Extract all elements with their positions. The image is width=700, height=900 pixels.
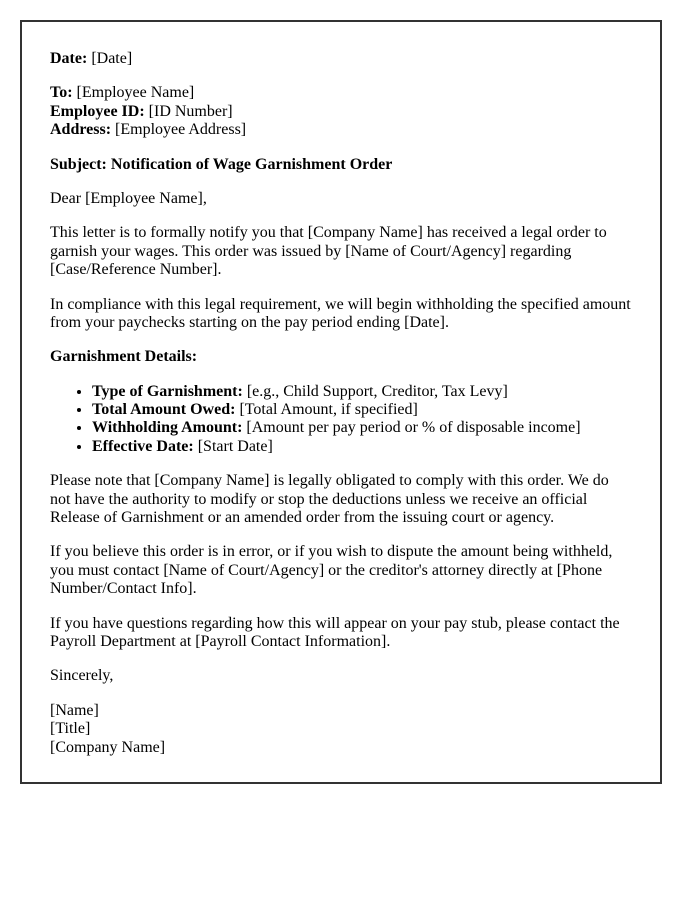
detail-value: [e.g., Child Support, Creditor, Tax Levy] (246, 382, 508, 400)
detail-label: Total Amount Owed: (92, 401, 236, 419)
signature-company: [Company Name] (50, 738, 166, 756)
signature-title: [Title] (50, 720, 91, 738)
paragraph-compliance: In compliance with this legal requirement, we will begin withholding the specified amount from your paychecks starting on the pay period ending [Date]. (50, 295, 631, 331)
signature-block (50, 702, 632, 757)
closing: Sincerely, (50, 667, 114, 685)
detail-item-total (92, 401, 632, 419)
detail-label: Withholding Amount: (92, 419, 243, 437)
detail-label: Effective Date: (92, 437, 194, 455)
garnishment-details-heading: Garnishment Details: (50, 348, 198, 366)
detail-value: [Start Date] (197, 437, 273, 455)
detail-value: [Amount per pay period or % of disposable income] (246, 419, 581, 437)
detail-label: Type of Garnishment: (92, 382, 243, 400)
employee-id-label: Employee ID: (50, 102, 145, 120)
recipient-block (50, 84, 632, 139)
subject-line: Subject: Notification of Wage Garnishment Order (50, 155, 393, 173)
to-label: To: (50, 84, 73, 102)
detail-item-effective (92, 438, 632, 456)
to-line (50, 84, 632, 102)
date-line (50, 50, 632, 68)
paragraph-notify: This letter is to formally notify you that [Company Name] has received a legal order to garnish your wages. This order was issued by [Name of Court/Agency] regarding [Case/Reference Number]. (50, 224, 607, 279)
paragraph-obligation: Please note that [Company Name] is legally obligated to comply with this order. We do not have the authority to modify or stop the deductions unless we receive an official Release of Garnishment or an amended order from the issuing court or agency. (50, 472, 609, 527)
detail-value: [Total Amount, if specified] (239, 401, 418, 419)
to-value: [Employee Name] (76, 84, 195, 102)
detail-item-type (92, 383, 632, 401)
paragraph-dispute: If you believe this order is in error, or if you wish to dispute the amount being withheld, you must contact [Name of Court/Agency] or the creditor's attorney directly at [Phone Number/Contact Info]. (50, 543, 613, 598)
paragraph-payroll: If you have questions regarding how this will appear on your pay stub, please contact the Payroll Department at [Payroll Contact Information]. (50, 614, 620, 650)
employee-id-line (50, 103, 632, 121)
signature-name: [Name] (50, 701, 99, 719)
address-value: [Employee Address] (115, 121, 247, 139)
date-label: Date: (50, 50, 88, 67)
address-label: Address: (50, 121, 112, 139)
letter-document (20, 20, 662, 784)
salutation: Dear [Employee Name], (50, 189, 207, 207)
date-value: [Date] (91, 50, 133, 67)
address-line (50, 121, 632, 139)
detail-item-withholding (92, 419, 632, 437)
garnishment-details-list (50, 383, 632, 457)
employee-id-value: [ID Number] (148, 102, 233, 120)
